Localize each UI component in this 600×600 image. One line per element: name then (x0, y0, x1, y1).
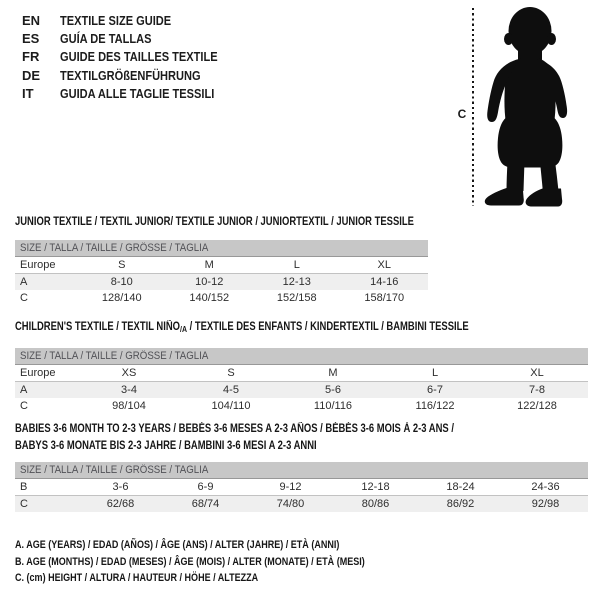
size-cell: 122/128 (517, 400, 557, 412)
size-cell: 152/158 (276, 292, 317, 304)
baby-shorts (498, 116, 563, 168)
lang-code: FR (22, 49, 40, 65)
junior-section-title (15, 214, 501, 231)
table-row (15, 290, 428, 306)
lang-code: ES (22, 31, 40, 47)
size-cell: XL (341, 257, 429, 274)
size-cell: 8-10 (78, 274, 166, 291)
size-cell: 128/140 (101, 292, 142, 304)
table-row (15, 496, 588, 513)
baby-foot-right (526, 189, 563, 207)
babies-section-title (15, 421, 550, 455)
height-dashed-line (472, 8, 474, 206)
lang-row-en (22, 12, 245, 30)
lang-row-it (22, 85, 245, 103)
size-cell: 92/98 (503, 496, 588, 513)
size-cell: M (166, 257, 254, 274)
size-cell: 6-7 (384, 382, 486, 399)
size-cell: 116/122 (415, 400, 455, 412)
baby-head (509, 7, 552, 55)
lang-title: GUÍA DE TALLAS (60, 31, 152, 47)
babies-table-grid (15, 479, 588, 512)
babies-title-line1: BABIES 3-6 MONTH TO 2-3 YEARS / BEBÉS 3-6 MESES A 2-3 AÑOS / BÉBÉS 3-6 MOIS À 2-3 ANS / (15, 423, 454, 435)
size-cell: 140/152 (189, 292, 230, 304)
table-row (15, 274, 428, 291)
children-section-title (15, 319, 568, 338)
row-label: C (15, 496, 78, 513)
size-cell: 12-13 (253, 274, 341, 291)
size-cell: 3-6 (78, 479, 163, 496)
babies-title-line2: BABYS 3-6 MONATE BIS 2-3 JAHRE / BAMBINI 3-6 MESI A 2-3 ANNI (15, 440, 317, 452)
baby-silhouette (478, 4, 576, 208)
size-cell: 14-16 (341, 274, 429, 291)
lang-code: IT (22, 85, 34, 101)
size-cell: 6-9 (163, 479, 248, 496)
children-title-post: / TEXTILE DES ENFANTS / KINDERTEXTIL / BAMBINI TESSILE (186, 321, 469, 333)
size-cell: 98/104 (112, 400, 146, 412)
row-label: A (15, 382, 78, 399)
row-label: C (20, 292, 28, 304)
table-row (15, 257, 428, 274)
height-label-c: C (457, 107, 467, 121)
row-label: Europe (15, 257, 78, 274)
legend (15, 537, 442, 587)
size-cell: 24-36 (503, 479, 588, 496)
size-cell: L (253, 257, 341, 274)
size-cell: S (78, 257, 166, 274)
baby-leg-right (540, 161, 559, 191)
size-cell: 110/116 (313, 400, 353, 412)
size-header-text: SIZE / TALLA / TAILLE / GRÖSSE / TAGLIA (20, 464, 209, 476)
row-label: A (15, 274, 78, 291)
size-cell: 68/74 (163, 496, 248, 513)
lang-code: DE (22, 67, 41, 83)
lang-title: TEXTILE SIZE GUIDE (60, 13, 172, 28)
size-cell: 10-12 (166, 274, 254, 291)
children-table-grid (15, 365, 588, 414)
children-title-text (15, 319, 469, 338)
junior-table-grid (15, 257, 428, 306)
size-cell: 158/170 (364, 292, 405, 304)
table-row (15, 479, 588, 496)
size-cell: 7-8 (486, 382, 588, 399)
lang-row-es (22, 30, 245, 48)
size-cell: XS (78, 365, 180, 382)
baby-ear-right (547, 33, 556, 45)
size-cell: 104/110 (211, 400, 251, 412)
row-label: B (15, 479, 78, 496)
row-label: C (20, 400, 28, 412)
table-row (15, 382, 588, 399)
lang-title: GUIDA ALLE TAGLIE TESSILI (60, 85, 215, 101)
table-row (15, 398, 588, 414)
lang-code: EN (22, 13, 41, 28)
baby-ear-left (504, 33, 513, 45)
size-cell: L (384, 365, 486, 382)
row-label: Europe (15, 365, 78, 382)
size-cell: 4-5 (180, 382, 282, 399)
baby-leg-left (507, 161, 525, 191)
size-table-header (15, 348, 588, 365)
size-cell: 80/86 (333, 496, 418, 513)
size-cell: S (180, 365, 282, 382)
table-row (15, 365, 588, 382)
language-header (22, 12, 245, 103)
lang-row-de (22, 67, 245, 85)
size-cell: 18-24 (418, 479, 503, 496)
size-cell: XL (486, 365, 588, 382)
size-cell: 3-4 (78, 382, 180, 399)
lang-title: GUIDE DES TAILLES TEXTILE (60, 49, 218, 65)
size-cell: 9-12 (248, 479, 333, 496)
junior-size-table (15, 240, 428, 306)
legend-line-b: B. AGE (MONTHS) / EDAD (MESES) / ÂGE (MOIS) / ALTER (MONATE) / ETÀ (MESI) (15, 555, 365, 568)
size-cell: M (282, 365, 384, 382)
lang-row-fr (22, 48, 245, 66)
size-header-text: SIZE / TALLA / TAILLE / GRÖSSE / TAGLIA (20, 350, 209, 362)
junior-title-text: JUNIOR TEXTILE / TEXTIL JUNIOR/ TEXTILE JUNIOR / JUNIORTEXTIL / JUNIOR TESSILE (15, 216, 414, 228)
size-cell: 74/80 (248, 496, 333, 513)
baby-foot-left (485, 188, 524, 206)
legend-line-a: A. AGE (YEARS) / EDAD (AÑOS) / ÂGE (ANS) / ALTER (JAHRE) / ETÀ (ANNI) (15, 539, 340, 551)
size-cell: 12-18 (333, 479, 418, 496)
size-table-header (15, 462, 588, 479)
size-header-text: SIZE / TALLA / TAILLE / GRÖSSE / TAGLIA (20, 242, 209, 254)
legend-line-c: C. (cm) HEIGHT / ALTURA / HAUTEUR / HÖHE / ALTEZZA (15, 572, 259, 584)
size-cell: 5-6 (282, 382, 384, 399)
lang-title: TEXTILGRÖßENFÜHRUNG (60, 67, 201, 83)
children-title-pre: CHILDREN'S TEXTILE / TEXTIL NIÑO (15, 321, 181, 333)
size-cell: 86/92 (418, 496, 503, 513)
children-title-sub: /A (180, 324, 187, 334)
size-cell: 62/68 (78, 496, 163, 513)
children-size-table (15, 348, 588, 414)
size-table-header (15, 240, 428, 257)
babies-size-table (15, 462, 588, 512)
